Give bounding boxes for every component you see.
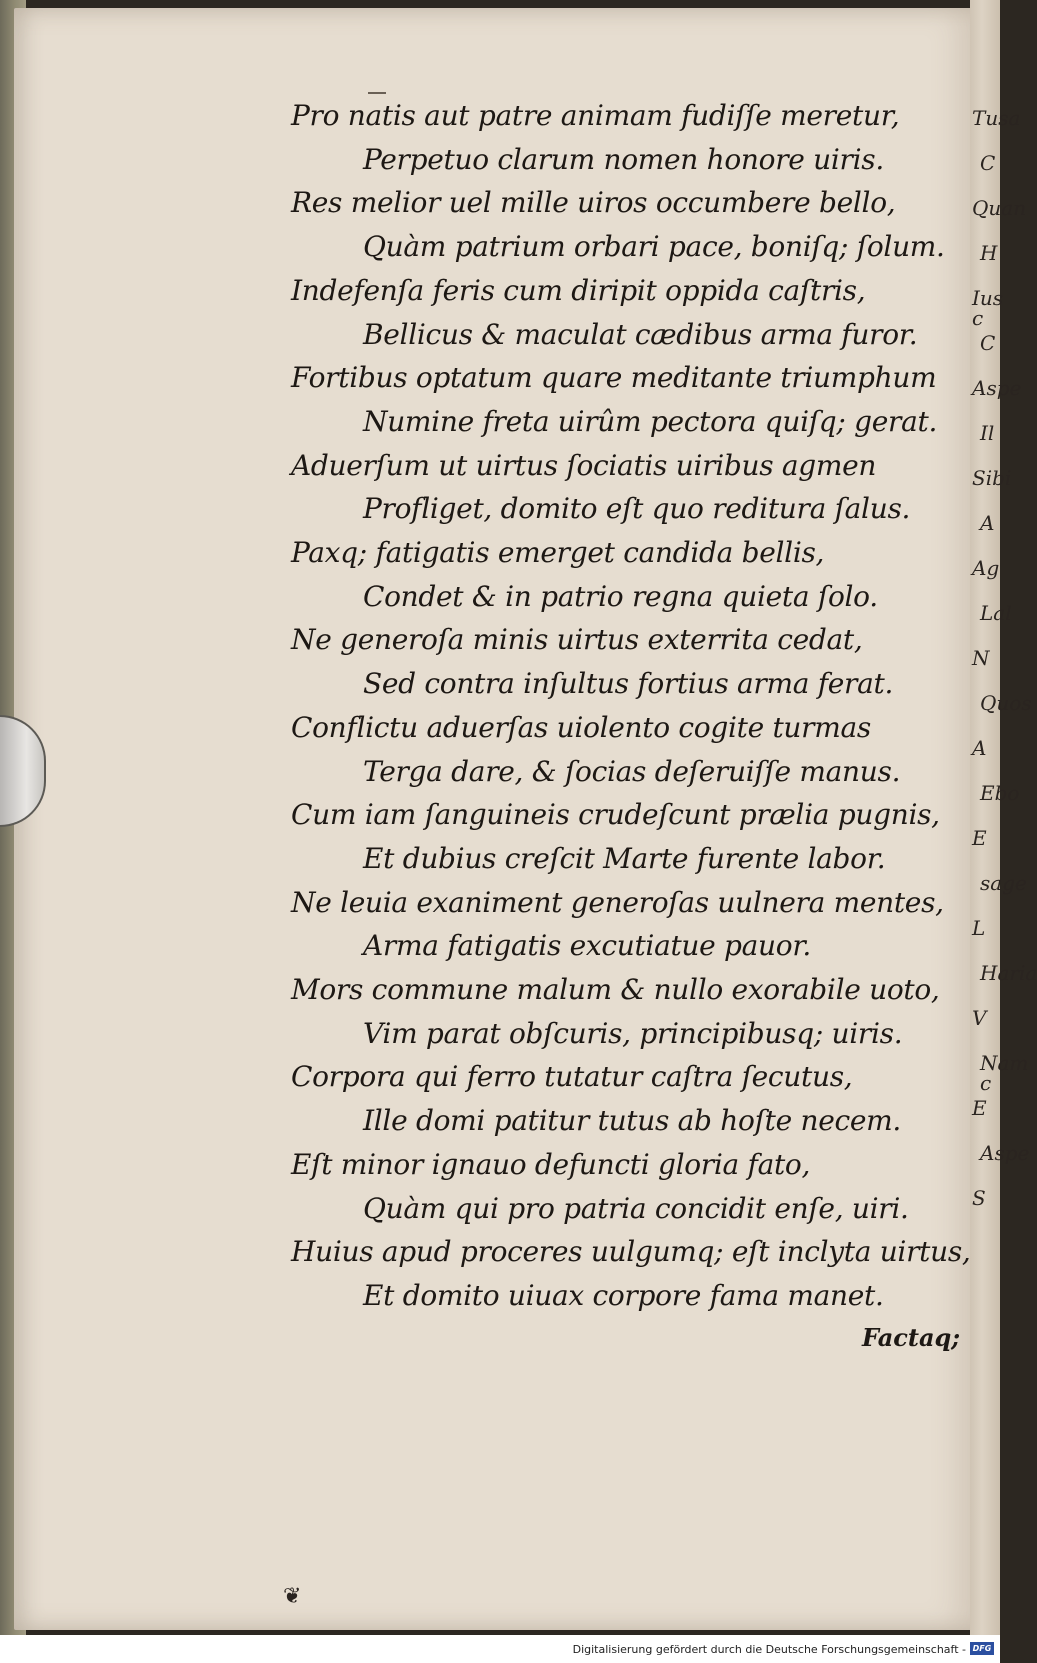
verse-line: Ille domi patitur tutus ab hoſte necem. xyxy=(363,1104,901,1137)
opposite-page-fragment: Sibi xyxy=(972,466,1012,490)
verse-line: Quàm qui pro patria concidit enſe, uiri. xyxy=(363,1192,909,1225)
opposite-page-fragment: Il xyxy=(980,421,995,445)
opposite-page-fragment: Aspe xyxy=(980,1141,1030,1165)
verse-line: Mors commune malum & nullo exorabile uoto, xyxy=(291,973,940,1006)
verse-line: Sed contra inſultus fortius arma ferat. xyxy=(363,667,894,700)
opposite-page-fragment: C xyxy=(980,151,996,175)
verse-line: Perpetuo clarum nomen honore uiris. xyxy=(363,143,884,176)
opposite-page-fragment: Haria xyxy=(980,961,1037,985)
opposite-page-fragment: Lal xyxy=(980,601,1012,625)
verse-line: Res melior uel mille uiros occumbere bello, xyxy=(291,186,896,219)
dfg-logo: DFG xyxy=(970,1642,994,1655)
verse-line: Arma fatigatis excutiatue pauor. xyxy=(363,929,811,962)
opposite-page-fragment: H xyxy=(980,241,998,265)
page-top-mark xyxy=(368,92,386,94)
opposite-page-fragment: Quan xyxy=(972,196,1027,220)
verse-line: Ne generoſa minis uirtus exterrita cedat, xyxy=(291,623,863,656)
opposite-page-fragment: Tusa xyxy=(972,106,1021,130)
verse-line: Condet & in patrio regna quieta ſolo. xyxy=(363,580,878,613)
verse-line: Cum iam ſanguineis crudeſcunt prælia pugnis, xyxy=(291,798,940,831)
opposite-page-fragment: N xyxy=(972,646,990,670)
verse-line: Aduerſum ut uirtus ſociatis uiribus agmen xyxy=(291,449,877,482)
verse-line: Conflictu aduerſas uiolento cogite turmas xyxy=(291,711,871,744)
opposite-page-fragment: C xyxy=(980,331,996,355)
footer-credit-text: Digitalisierung gefördert durch die Deutsche Forschungsgemeinschaft - xyxy=(572,1643,966,1656)
verse-line: Eſt minor ignauo defuncti gloria fato, xyxy=(291,1148,811,1181)
verse-line: Vim parat obſcuris, principibusq; uiris. xyxy=(363,1017,903,1050)
opposite-page-fragment: Ius c xyxy=(972,286,1004,330)
verse-line: Indefenſa feris cum diripit oppida caſtris, xyxy=(291,274,866,307)
verse-line: Ne leuia exaniment generoſas uulnera mentes, xyxy=(291,886,944,919)
verse-line: Fortibus optatum quare meditante triumphum xyxy=(291,361,937,394)
footer-bar xyxy=(0,1635,1000,1663)
ornament-fleuron: ❦ xyxy=(283,1584,302,1609)
opposite-page-fragment: Quos xyxy=(980,691,1032,715)
verse-line: Numine freta uirûm pectora quiſq; gerat. xyxy=(363,405,938,438)
opposite-page-fragment: Aspe xyxy=(972,376,1022,400)
catchword: Factaq; xyxy=(862,1323,961,1352)
verse-line: Bellicus & maculat cædibus arma furor. xyxy=(363,318,918,351)
opposite-page-fragment: E xyxy=(972,826,987,850)
verse-line: Pro natis aut patre animam fudiſſe meretur, xyxy=(291,99,900,132)
opposite-page-fragment: Ebo xyxy=(980,781,1020,805)
verse-line: Et domito uiuax corpore fama manet. xyxy=(363,1279,884,1312)
verse-line: Et dubius creſcit Marte furente labor. xyxy=(363,842,886,875)
verse-line: Quàm patrium orbari pace, boniſq; ſolum. xyxy=(363,230,945,263)
opposite-page-fragment: V xyxy=(972,1006,987,1030)
opposite-page-fragment: sage xyxy=(980,871,1027,895)
opposite-page-sliver xyxy=(970,0,1037,1635)
opposite-page-fragment: A xyxy=(972,736,987,760)
verse-line: Profliget, domito eſt quo reditura ſalus. xyxy=(363,492,911,525)
verse-line: Corpora qui ferro tutatur caſtra ſecutus, xyxy=(291,1060,853,1093)
opposite-page-fragment: Nam c xyxy=(980,1051,1029,1095)
opposite-page-fragment: S xyxy=(972,1186,986,1210)
verse-line: Paxq; fatigatis emerget candida bellis, xyxy=(291,536,825,569)
verse-line: Huius apud proceres uulgumq; eſt inclyta uirtus, xyxy=(291,1235,971,1268)
opposite-page-fragment: E xyxy=(972,1096,987,1120)
verse-line: Terga dare, & ſocias deſeruiſſe manus. xyxy=(363,755,901,788)
opposite-page-fragment: Ag xyxy=(972,556,1000,580)
opposite-page-fragment: L xyxy=(972,916,986,940)
opposite-page-fragment: A xyxy=(980,511,995,535)
